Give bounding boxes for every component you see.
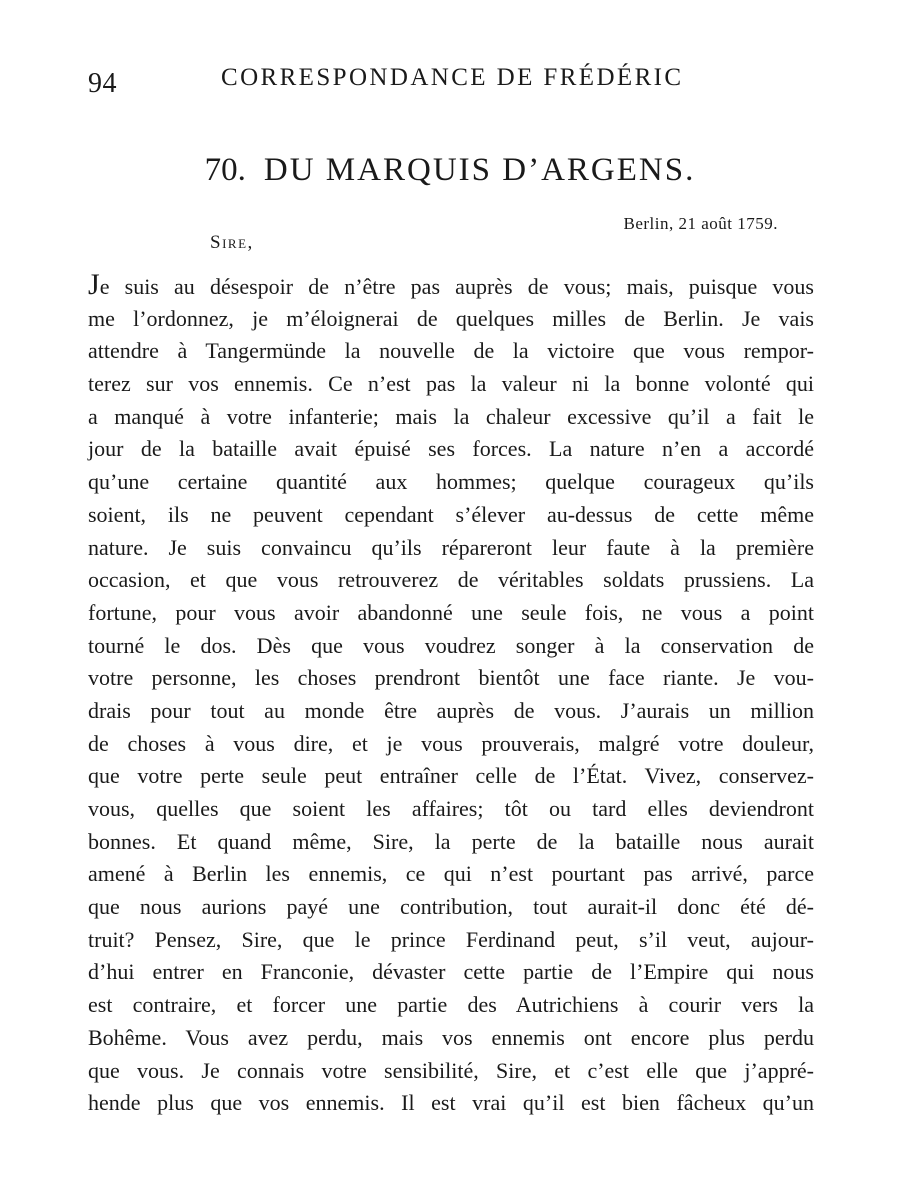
text-line: occasion, et que vous retrouverez de véritables soldats prussiens. La: [88, 567, 814, 593]
text-line: de choses à vous dire, et je vous prouverais, malgré votre douleur,: [88, 730, 814, 756]
running-title: CORRESPONDANCE DE FRÉDÉRIC: [221, 64, 684, 91]
text-line: que vous. Je connais votre sensibilité, Sire, et c’est elle que j’appré-: [88, 1057, 814, 1083]
text-line: fortune, pour vous avoir abandonné une seule fois, ne vous a point: [88, 599, 814, 625]
text-line: amené à Berlin les ennemis, ce qui n’est pourtant pas arrivé, parce: [88, 861, 814, 887]
text-line: terez sur vos ennemis. Ce n’est pas la valeur ni la bonne volonté qui: [88, 371, 814, 397]
text-line: Bohême. Vous avez perdu, mais vos ennemis ont encore plus perdu: [88, 1024, 814, 1050]
text-line: bonnes. Et quand même, Sire, la perte de la bataille nous aurait: [88, 828, 814, 854]
text-line: que votre perte seule peut entraîner celle de l’État. Vivez, conservez-: [88, 763, 814, 789]
text-line-content: e suis au désespoir de n’être pas auprès de vous; mais, puisque vous: [99, 274, 814, 299]
page-number: 94: [88, 68, 117, 99]
text-line: votre personne, les choses prendront bientôt une face riante. Je vou-: [88, 665, 814, 691]
text-line: soient, ils ne peuvent cependant s’élever au-dessus de cette même: [88, 501, 814, 527]
text-line: nature. Je suis convaincu qu’ils répareront leur faute à la première: [88, 534, 814, 560]
text-line: qu’une certaine quantité aux hommes; quelque courageux qu’ils: [88, 469, 814, 495]
text-line: que nous aurions payé une contribution, tout aurait-il donc été dé-: [88, 894, 814, 920]
text-line: tourné le dos. Dès que vous voudrez songer à la conservation de: [88, 632, 814, 658]
text-line: est contraire, et forcer une partie des Autrichiens à courir vers la: [88, 992, 814, 1018]
running-head: [88, 62, 688, 98]
text-line: d’hui entrer en Franconie, dévaster cette partie de l’Empire qui nous: [88, 959, 814, 985]
text-line: drais pour tout au monde être auprès de vous. J’aurais un million: [88, 697, 814, 723]
text-line: [88, 270, 814, 303]
text-line: truit? Pensez, Sire, que le prince Ferdinand peut, s’il veut, aujour-: [88, 926, 814, 952]
text-line: attendre à Tangermünde la nouvelle de la victoire que vous rempor-: [88, 338, 814, 364]
salutation: Sire,: [210, 232, 254, 253]
dateline: Berlin, 21 août 1759.: [623, 214, 778, 233]
drop-cap: J: [88, 268, 100, 301]
letter-title: DU MARQUIS D’ARGENS.: [263, 152, 696, 188]
text-line: me l’ordonnez, je m’éloignerai de quelques milles de Berlin. Je vais: [88, 305, 814, 331]
letter-heading: [0, 152, 900, 189]
letter-number: 70.: [204, 152, 246, 188]
text-line: hende plus que vos ennemis. Il est vrai qu’il est bien fâcheux qu’un: [88, 1090, 814, 1116]
letter-body: [88, 270, 814, 1120]
text-line: a manqué à votre infanterie; mais la chaleur excessive qu’il a fait le: [88, 403, 814, 429]
text-line: jour de la bataille avait épuisé ses forces. La nature n’en a accordé: [88, 436, 814, 462]
text-line: vous, quelles que soient les affaires; tôt ou tard elles deviendront: [88, 796, 814, 821]
